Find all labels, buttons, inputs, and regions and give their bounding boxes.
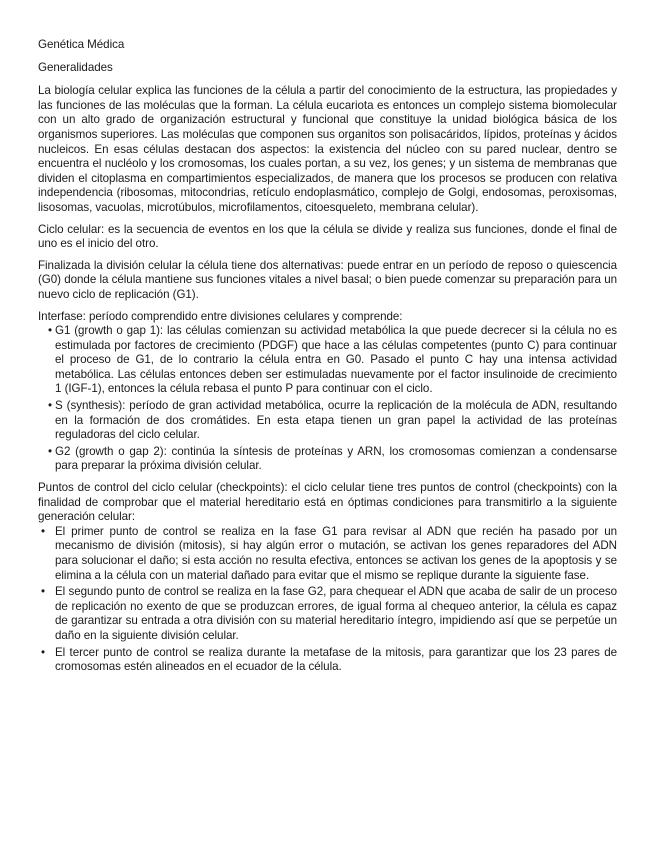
paragraph-cell-biology: La biología celular explica las funciones de la célula a partir del conocimiento de la estructura, las propiedades y las funciones de las moléculas que la forman. La célula eucariota es entonces un complejo sistema biomolecular con un alto grado de organización estructural y funcional que constituye la unidad biológica básica de los organismos superiores. Las moléculas que componen sus organitos son polisacáridos, lípidos, proteínas y ácidos nucleicos. En esas células destacan dos aspectos: la existencia del núcleo con su pared nuclear, dentro se encuentra el nucléolo y los cromosomas, los cuales portan, a su vez, los genes; y un sistema de membranas que dividen el citoplasma en compartimientos especializados, de manera que los procesos se producen con relativa independencia (ribosomas, mitocondrias, retículo endoplasmático, complejo de Golgi, endosomas, peroxisomas, lisosomas, vacuolas, microtúbulos, microfilamentos, citoesqueleto, membrana celular). (38, 84, 617, 214)
document-page (38, 38, 617, 677)
phase-list (38, 324, 617, 474)
paragraph-cell-cycle: Ciclo celular: es la secuencia de eventos en los que la célula se divide y realiza sus funciones, donde el final de uno es el inicio del otro. (38, 222, 617, 251)
paragraph-checkpoints: Puntos de control del ciclo celular (checkpoints): el ciclo celular tiene tres puntos de control (checkpoints) con la finalidad de comprobar que el material hereditario está en óptimas condiciones para transmitirlo a la siguiente generación celular: (38, 481, 617, 524)
paragraph-interphase: Interfase: período comprendido entre divisiones celulares y comprende: (38, 309, 403, 323)
section-heading: Generalidades (38, 60, 113, 74)
list-item-checkpoint-2: • El segundo punto de control se realiza en la fase G2, para chequear el ADN que acaba de salir de un proceso de replicación no exento de que se produzcan errores, de igual forma al chequeo anterior, la célula es capaz de garantizar su entrada a otra división con su material hereditario íntegro, impidiendo así que se perpetúe un daño en la siguiente división celular. (38, 585, 617, 643)
list-item-checkpoint-1: • El primer punto de control se realiza en la fase G1 para revisar al ADN que recién ha pasado por un mecanismo de división (mitosis), si hay algún error o mutación, se activan los genes reparadores del ADN para solucionar el daño; si esta acción no resulta efectiva, entonces se activan los genes de la apoptosis y se elimina a la célula con un material dañado para evitar que el mismo se replique durante la siguiente fase. (38, 525, 617, 583)
list-item-g1: • G1 (growth o gap 1): las células comienzan su actividad metabólica la que puede decrecer si la célula no es estimulada por factores de crecimiento (PDGF) que hace a las células competentes (punto C) para continuar el proceso de G1, de lo contrario la célula entra en G0. Pasado el punto C hay una intensa actividad metabólica. Las células entonces deben ser estimuladas nuevamente por el factor insulinoide de crecimiento 1 (IGF-1), entonces la célula rebasa el punto P para continuar con el ciclo. (48, 324, 617, 397)
list-item-s: • S (synthesis): período de gran actividad metabólica, ocurre la replicación de la molécula de ADN, resultando en la formación de dos cromátides. En esta etapa tienen un gran papel la actividad de las proteínas reguladoras del ciclo celular. (48, 399, 617, 443)
list-item-checkpoint-3: • El tercer punto de control se realiza durante la metafase de la mitosis, para garantizar que los 23 pares de cromosomas estén alineados en el ecuador de la célula. (38, 646, 617, 675)
paragraph-cell-division: Finalizada la división celular la célula tiene dos alternativas: puede entrar en un período de reposo o quiescencia (G0) donde la célula mantiene sus funciones vitales a nivel basal; o bien puede comenzar su preparación para un nuevo ciclo de replicación (G1). (38, 258, 617, 301)
checkpoint-list (38, 525, 617, 675)
document-title: Genética Médica (38, 38, 125, 51)
list-item-g2: • G2 (growth o gap 2): continúa la síntesis de proteínas y ARN, los cromosomas comienzan a condensarse para preparar la próxima división celular. (48, 445, 617, 474)
